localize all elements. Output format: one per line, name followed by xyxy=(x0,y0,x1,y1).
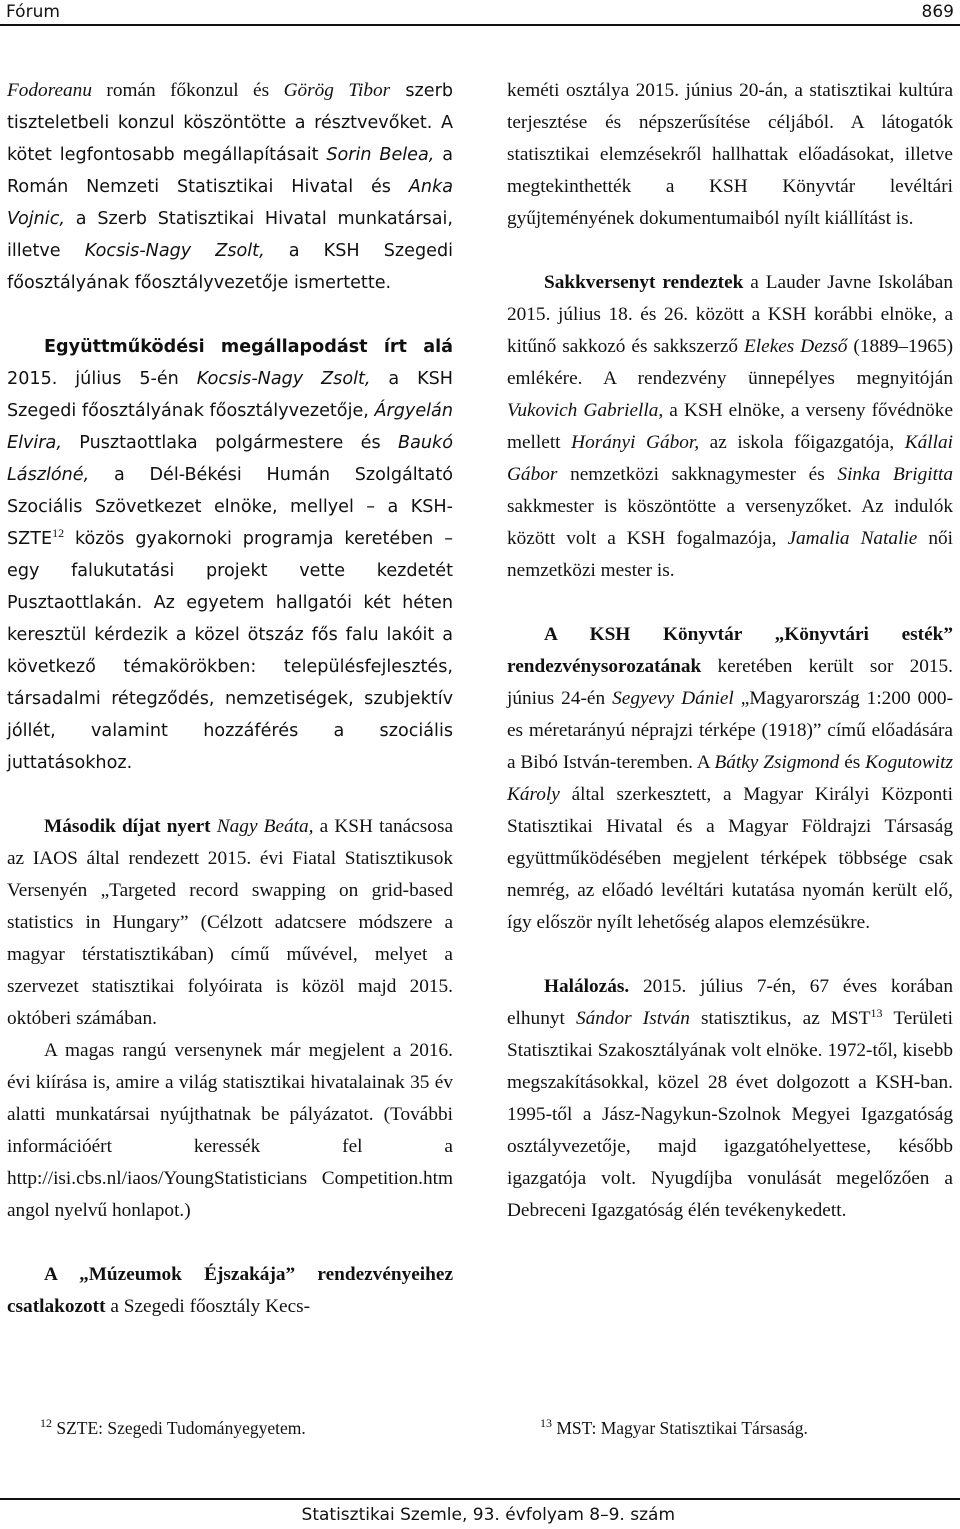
paragraph-second-prize: Második díjat nyert Nagy Beáta, a KSH tanácsosa az IAOS által rendezett 2015. évi Fiatal Statisztikusok Versenyén „Targeted record swapping on grid-based statistics in Hungary” (Célzott adatcsere módszere a magyar térstatisztikában) című művével, melyet a szervezet statisztikai folyóirata is közöl majd 2015. októberi számában. xyxy=(7,816,454,1029)
footer-divider xyxy=(0,1498,960,1500)
footnote-ref-13: 13 xyxy=(870,1006,883,1020)
section-title: Fórum xyxy=(6,2,60,22)
paragraph-obituary: Halálozás. 2015. július 7-én, 67 éves korában elhunyt Sándor István statisztikus, az MST$^{13}$ Területi Statisztikai Szakosztályának volt elnöke. 1972-től, kisebb megszakításokkal, közel 28 évet dolgozott a KSH-ban. 1995-től a Jász-Nagykun-Szolnok Megyei Igazgatóság osztályvezetője, majd igazgatóhelyettese, később igazgatója volt. Nyugdíjba vonulását megelőzően a Debreceni Igazgatóság élén tevékenykedett. xyxy=(507,976,953,1221)
paragraph-cooperation-agreement: Együttműködési megállapodást írt alá 2015. július 5-én Kocsis-Nagy Zsolt, a KSH Szegedi főosztályának főosztályvezetője, Árgyelán Elvira, Pusztaottlaka polgármestere és Baukó Lászlóné, a Dél-Békési Humán Szolgáltató Szociális Szövetkezet elnöke, mellyel – a KSH-SZTE$^{12}$ közös gyakornoki programja keretében – egy falukutatási projekt vette kezdetét Pusztaottlakán. Az egyetem hallgatói két héten keresztül kérdezik a közel ötszáz fős falu lakóit a következő témakörökben: településfejlesztés, társadalmi rétegződés, nemzetiségek, szubjektív jóllét, valamint hozzáférés a szociális juttatásokhoz. xyxy=(7,337,454,773)
footnote-12: $^{12}$ SZTE: Szegedi Tudományegyetem. xyxy=(40,1416,306,1438)
page-header xyxy=(0,0,960,26)
paragraph-museum-night-cont: keméti osztálya 2015. június 20-án, a statisztikai kultúra terjesztése és népszerűsítése céljából. A látogatók statisztikai elemzésekről hallhattak előadásokat, illetve megtekinthették a KSH Könyvtár levéltári gyűjteményének dokumentumaiból nyílt kiállítást is. xyxy=(507,80,953,229)
right-column xyxy=(507,75,953,1227)
paragraph-library-evenings: A KSH Könyvtár „Könyvtári esték” rendezvénysorozatának keretében került sor 2015. június 24-én Segyevy Dániel „Magyarország 1:200 000-es méretarányú néprajzi térképe (1918)” című előadására a Bibó István-teremben. A Bátky Zsigmond és Kogutowitz Károly által szerkesztett, a Magyar Királyi Központi Statisztikai Hivatal és a Magyar Földrajzi Társaság együttműködésében megjelent térképek többsége csak nemrég, az előadó levéltári kutatása nyomán került elő, így először nyílt lehetőség alapos elemzésükre. xyxy=(507,624,953,933)
paragraph-chess: Sakkversenyt rendeztek a Lauder Javne Iskolában 2015. július 18. és 26. között a KSH korábbi elnöke, a kitűnő sakkozó és sakkszerző Elekes Dezső (1889–1965) emlékére. A rendezvény ünnepélyes megnyitóján Vukovich Gabriella, a KSH elnöke, a verseny fővédnöke mellett Horányi Gábor, az iskola főigazgatója, Kállai Gábor nemzetközi sakknagymester és Sinka Brigitta sakkmester is köszöntötte a versenyzőket. Az indulók között volt a KSH fogalmazója, Jamalia Natalie női nemzetközi mester is. xyxy=(507,272,954,581)
page-number: 869 xyxy=(921,2,954,22)
left-column xyxy=(7,75,453,1323)
paragraph-competition-2016: A magas rangú versenynek már megjelent a 2016. évi kiírása is, amire a világ statisztikai hivatalainak 35 év alatti munkatársai nyújthatnak be pályázatot. (További információért keressék fel a http://isi.cbs.nl/iaos/YoungStatisticians Competition.htm angol nyelvű honlapot.) xyxy=(7,1040,453,1221)
paragraph-museum-night: A „Múzeumok Éjszakája” rendezvényeihez csatlakozott a Szegedi főosztály Kecs- xyxy=(7,1264,453,1317)
journal-footer: Statisztikai Szemle, 93. évfolyam 8–9. szám xyxy=(301,1505,675,1525)
paragraph-consuls: Fodoreanu román főkonzul és Görög Tibor szerb tiszteletbeli konzul köszöntötte a résztvevőket. A kötet legfontosabb megállapításait Sorin Belea, a Román Nemzeti Statisztikai Hivatal és Anka Vojnic, a Szerb Statisztikai Hivatal munkatársai, illetve Kocsis-Nagy Zsolt, a KSH Szegedi főosztályának főosztályvezetője ismertette. xyxy=(7,80,453,293)
footnote-13: $^{13}$ MST: Magyar Statisztikai Társaság. xyxy=(540,1416,808,1438)
footnote-ref-12: 12 xyxy=(52,526,65,540)
